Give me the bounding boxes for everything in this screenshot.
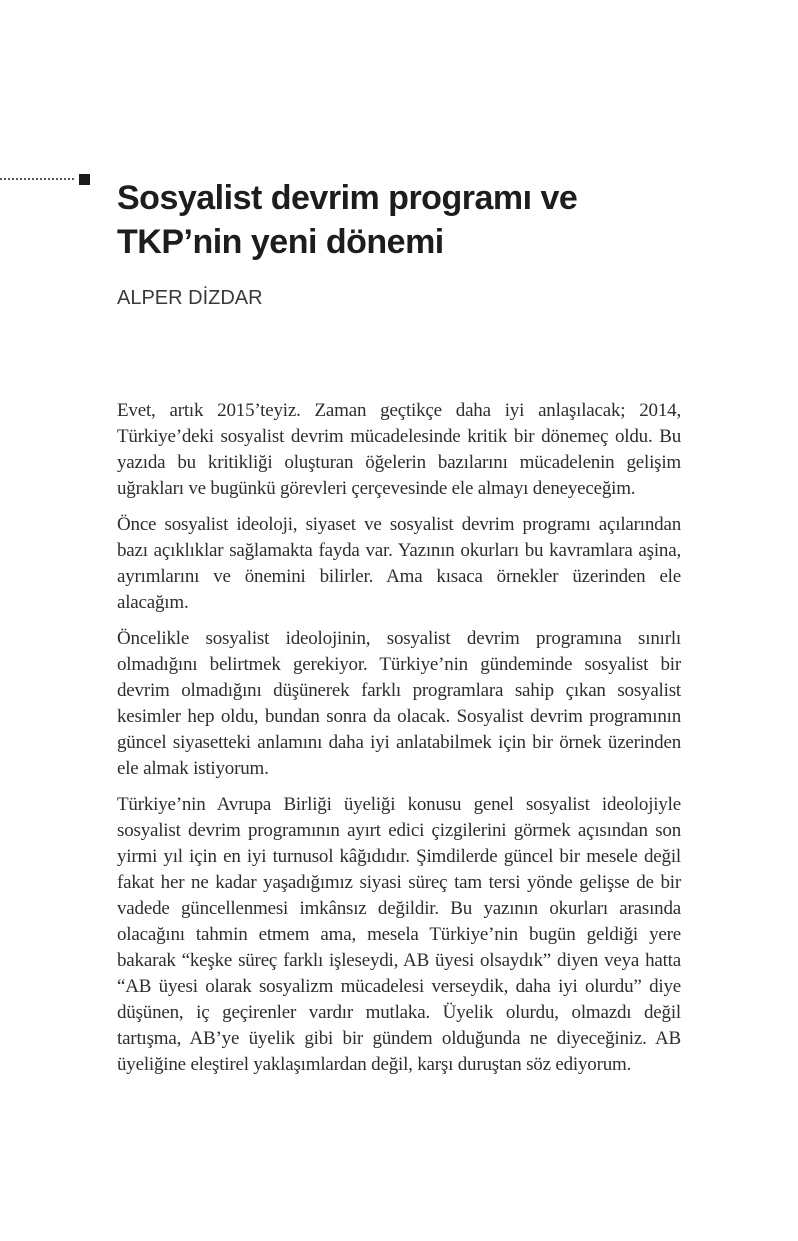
paragraph-1: Evet, artık 2015’teyiz. Zaman geçtikçe daha iyi anlaşılacak; 2014, Türkiye’deki sosyalist devrim mücadelesinde kritik bir dönemeç oldu. Bu yazıda bu kritikliği oluşturan öğelerin bazılarını mücadelenin gelişim uğrakları ve bugünkü görevleri çerçevesinde ele almayı deneyeceğim. [117,399,681,499]
article-body [117,398,681,1078]
article-title-line-2: TKP’nin yeni dönemi [117,222,444,261]
paragraph-2: Önce sosyalist ideoloji, siyaset ve sosyalist devrim programı açılarından bazı açıklıklar sağlamakta fayda var. Yazının okurları bu kavramlara aşina, ayrımlarını ve önemini bilirler. Ama kısaca örnekler üzerinden ele alacağım. [117,513,681,613]
author-name: ALPER DİZDAR [117,286,263,309]
title-marker [0,172,95,186]
page-content [117,0,681,1078]
dotted-rule-icon [0,178,74,180]
paragraph-4: Türkiye’nin Avrupa Birliği üyeliği konusu genel sosyalist ideolojiyle sosyalist devrim programının ayırt edici çizgilerini görmek açısından son yirmi yıl için en iyi turnusol kâğıdıdır. Şimdilerde güncel bir mesele değil fakat her ne kadar yaşadığımız siyasi süreç tam tersi yönde gelişse de bir vadede güncellenmesi imkânsız değildir. Bu yazının okurları arasında olacağını tahmin etmem ama, mesela Türkiye’nin bugün geldiği yere bakarak “keşke süreç farklı işleseydi, AB üyesi olsaydık” diyen veya hatta “AB üyesi olarak sosyalizm mücadelesi verseydik, daha iyi olurdu” diye düşünen, iç geçirenler vardır mutlaka. Üyelik olurdu, olmazdı değil tartışma, AB’ye üyelik gibi bir gündem olduğunda ne diyeceğiniz. AB üyeliğine eleştirel yaklaşımlardan değil, karşı duruştan söz ediyorum. [117,793,681,1075]
article-title [117,176,681,264]
paragraph-3: Öncelikle sosyalist ideolojinin, sosyalist devrim programına sınırlı olmadığını belirtmek gerekiyor. Türkiye’nin gündeminde sosyalist bir devrim olmadığını düşünerek farklı programlara sahip çıkan sosyalist kesimler hep oldu, bundan sonra da olacak. Sosyalist devrim programının güncel siyasetteki anlamını daha iyi anlatabilmek için bir örnek üzerinden ele almak istiyorum. [117,627,681,779]
article-title-line-1: Sosyalist devrim programı ve [117,178,578,217]
square-bullet-icon [79,174,90,185]
